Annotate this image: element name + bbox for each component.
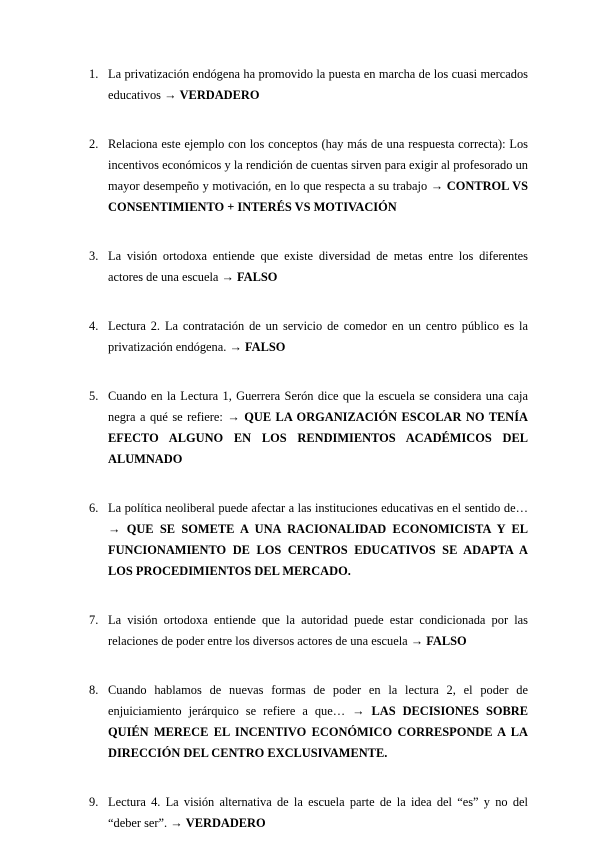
- arrow-icon: →: [170, 816, 183, 830]
- question-answer: CONTROL VS CONSENTIMIENTO + INTERÉS VS MOTIVACIÓN: [108, 179, 528, 214]
- question-item-9: [0, 792, 600, 834]
- question-answer: FALSO: [426, 634, 467, 648]
- question-text: Cuando en la Lectura 1, Guerrera Serón dice que la escuela se considera una caja negra a qué se refiere:: [108, 389, 528, 424]
- question-list: [0, 64, 600, 862]
- question-text: La visión ortodoxa entiende que existe diversidad de metas entre los diferentes actores de una escuela: [108, 249, 528, 284]
- arrow-icon: →: [430, 179, 444, 193]
- question-answer: FALSO: [237, 270, 278, 284]
- question-answer: FALSO: [244, 340, 286, 354]
- question-item-7: [0, 610, 600, 652]
- question-number: 7.: [89, 613, 99, 627]
- question-item-2: [0, 134, 600, 218]
- question-number: 6.: [89, 501, 99, 515]
- question-answer: LAS DECISIONES SOBRE QUIÉN MERECE EL INCENTIVO ECONÓMICO CORRESPONDE A LA DIRECCIÓN DEL CENTRO EXCLUSIVAMENTE.: [108, 704, 528, 760]
- question-item-5: [0, 386, 600, 470]
- question-text: La visión ortodoxa entiende que la autoridad puede estar condicionada por las relaciones de poder entre los diversos actores de una escuela: [108, 613, 528, 648]
- question-item-8: [0, 680, 600, 764]
- arrow-icon: →: [229, 340, 242, 354]
- question-text: Lectura 2. La contratación de un servicio de comedor en un centro público es la privatización endógena.: [108, 319, 528, 354]
- arrow-icon: →: [410, 634, 424, 648]
- question-number: 5.: [89, 389, 99, 403]
- question-item-6: [0, 498, 600, 582]
- question-number: 8.: [89, 683, 99, 697]
- arrow-icon: →: [164, 88, 177, 102]
- question-item-3: [0, 246, 600, 288]
- question-number: 1.: [89, 67, 99, 81]
- question-number: 9.: [89, 795, 99, 809]
- question-number: 2.: [89, 137, 99, 151]
- arrow-icon: →: [221, 270, 234, 284]
- question-text: Cuando hablamos de nuevas formas de poder en la lectura 2, el poder de enjuiciamiento jerárquico se refiere a que…: [108, 683, 528, 718]
- question-item-4: [0, 316, 600, 358]
- question-answer: QUE SE SOMETE A UNA RACIONALIDAD ECONOMICISTA Y EL FUNCIONAMIENTO DE LOS CENTROS EDUCATIVOS SE ADAPTA A LOS PROCEDIMIENTOS DEL MERCADO.: [108, 522, 528, 578]
- question-text: La privatización endógena ha promovido la puesta en marcha de los cuasi mercados educativos: [108, 67, 528, 102]
- arrow-icon: →: [108, 522, 121, 536]
- question-number: 4.: [89, 319, 99, 333]
- question-answer: QUE LA ORGANIZACIÓN ESCOLAR NO TENÍA EFECTO ALGUNO EN LOS RENDIMIENTOS ACADÉMICOS DEL ALUMNADO: [108, 410, 528, 466]
- question-answer: VERDADERO: [185, 816, 266, 830]
- question-item-1: [0, 64, 600, 106]
- question-answer: VERDADERO: [179, 88, 260, 102]
- question-text: Lectura 4. La visión alternativa de la escuela parte de la idea del “es” y no del “deber ser”.: [108, 795, 528, 830]
- arrow-icon: →: [227, 410, 240, 424]
- question-number: 3.: [89, 249, 99, 263]
- question-text: Relaciona este ejemplo con los conceptos (hay más de una respuesta correcta): Los incentivos económicos y la rendición de cuentas sirven para exigir al profesorado un mayor desempeño y motivación, en lo que respecta a su trabajo: [108, 137, 528, 193]
- arrow-icon: →: [352, 704, 365, 718]
- question-text: La política neoliberal puede afectar a las instituciones educativas en el sentido de…: [108, 501, 528, 515]
